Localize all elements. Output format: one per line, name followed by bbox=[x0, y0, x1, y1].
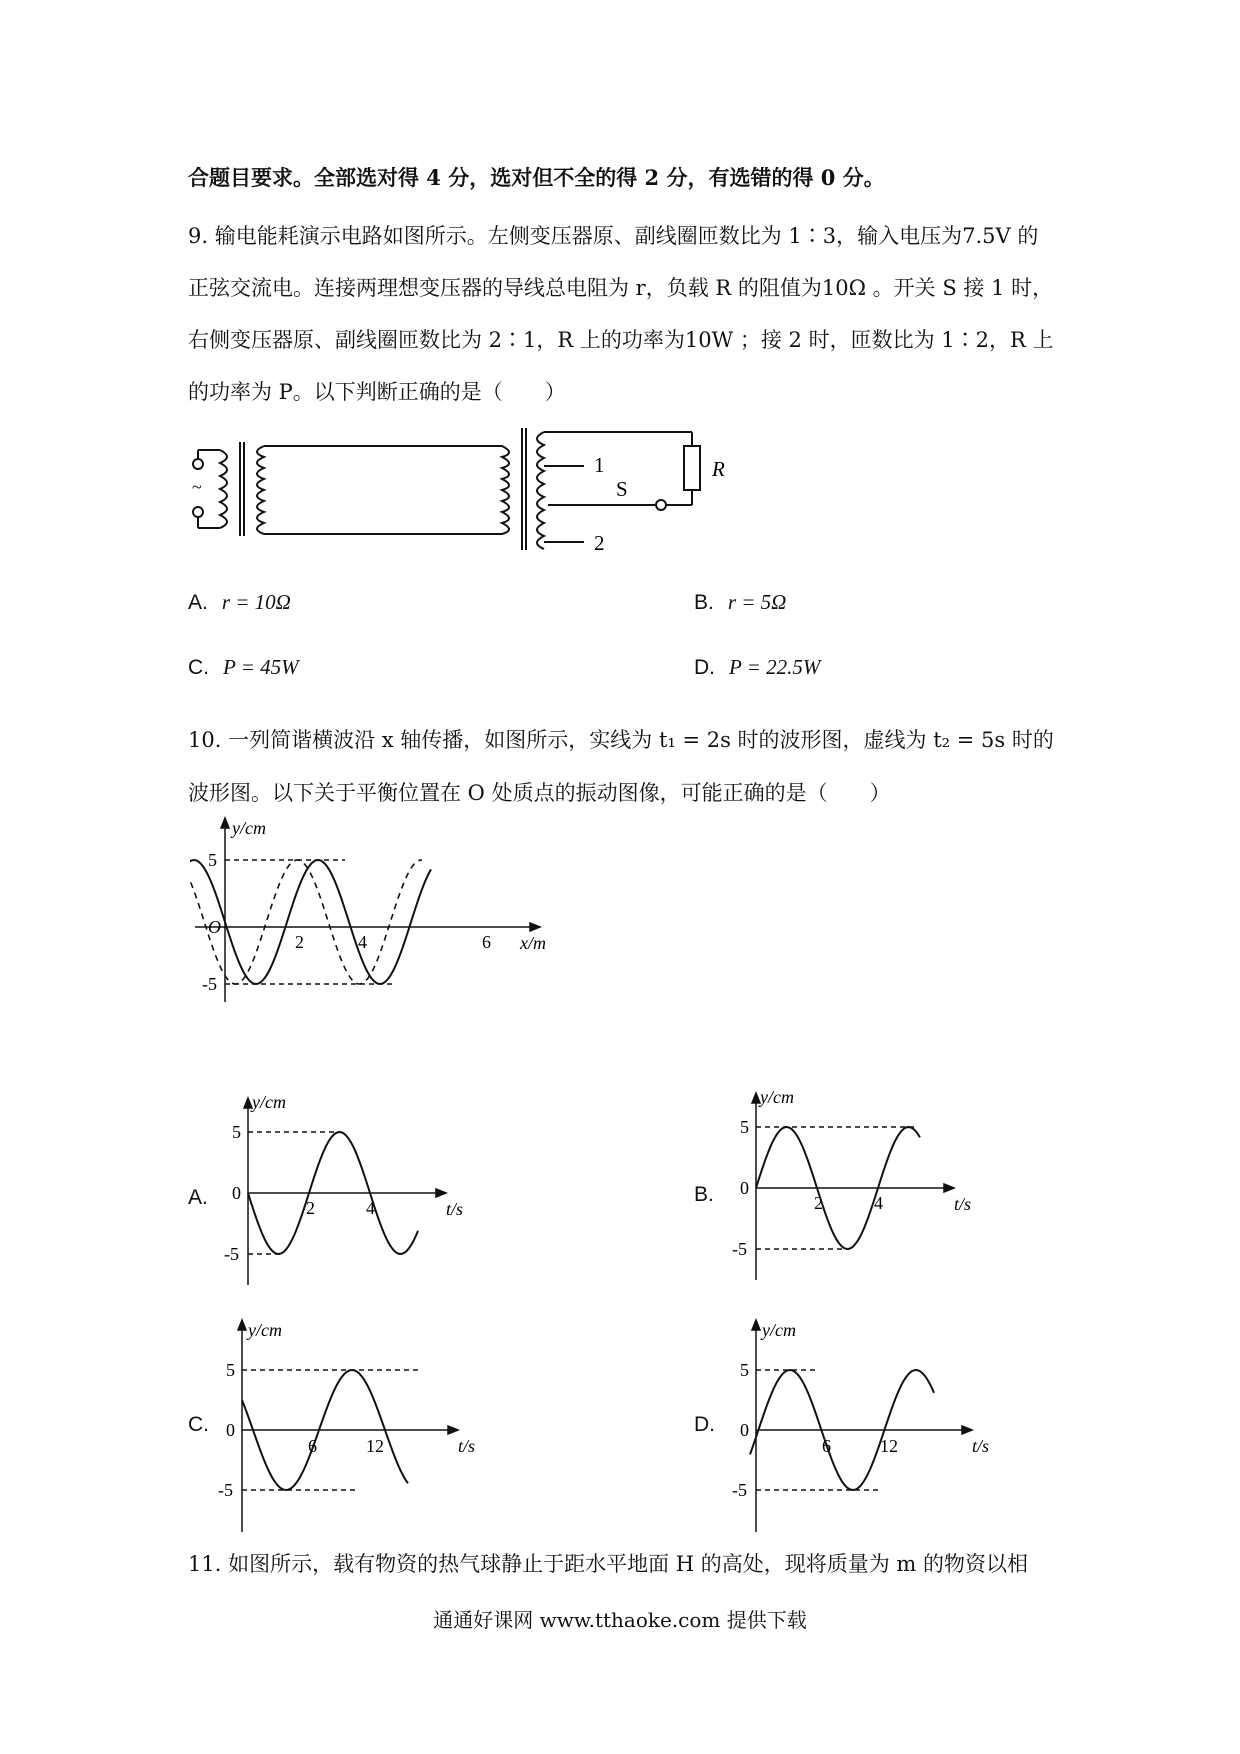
graph-a-xtick-2: 2 bbox=[306, 1198, 315, 1218]
graph-d-xtick-6: 6 bbox=[822, 1436, 831, 1456]
wave-xtick-4: 4 bbox=[358, 932, 367, 952]
q10-option-b-graph[interactable] bbox=[728, 1085, 988, 1285]
q9-option-c[interactable] bbox=[188, 655, 299, 680]
graph-b-xtick-2: 2 bbox=[814, 1193, 823, 1213]
option-a-text: r = 10Ω bbox=[221, 590, 291, 614]
q10-line-2: 波形图。以下关于平衡位置在 O 处质点的振动图像，可能正确的是（ ） bbox=[188, 781, 891, 805]
graph-a-xtick-4: 4 bbox=[366, 1198, 375, 1218]
graph-b-ytick-neg5: -5 bbox=[732, 1239, 747, 1259]
q10-option-b-label[interactable] bbox=[694, 1182, 728, 1207]
q10-option-a-label[interactable] bbox=[188, 1185, 222, 1210]
graph-c-ylabel: y/cm bbox=[248, 1320, 282, 1340]
q9-option-a[interactable] bbox=[188, 590, 291, 615]
graph-b-xtick-4: 4 bbox=[874, 1193, 883, 1213]
graph-d-xtick-12: 12 bbox=[880, 1436, 898, 1456]
graph-a-ytick-5: 5 bbox=[232, 1122, 241, 1142]
graph-b-ytick-5: 5 bbox=[740, 1117, 749, 1137]
option-b-text: r = 5Ω bbox=[727, 590, 787, 614]
graph-a-xlabel: t/s bbox=[446, 1199, 464, 1219]
graph-c-ytick-5: 5 bbox=[226, 1360, 235, 1380]
graph-c-xtick-12: 12 bbox=[366, 1436, 384, 1456]
graph-c-xtick-6: 6 bbox=[308, 1436, 317, 1456]
q9-line-2: 正弦交流电。连接两理想变压器的导线总电阻为 r，负载 R 的阻值为10Ω 。开关 S 接 1 时， bbox=[188, 276, 1054, 300]
solid-waveform bbox=[190, 860, 431, 984]
q10-option-a-graph[interactable] bbox=[220, 1090, 480, 1290]
graph-c-xlabel: t/s bbox=[458, 1436, 476, 1456]
wave-ytick-5: 5 bbox=[208, 850, 217, 870]
page-footer: 通通好课网 www.tthaoke.com 提供下载 bbox=[433, 1608, 807, 1632]
graph-d-ytick-5: 5 bbox=[740, 1360, 749, 1380]
graph-d-ytick-0: 0 bbox=[740, 1420, 749, 1440]
graph-d-ylabel: y/cm bbox=[762, 1320, 796, 1340]
q9-line-1: 9. 输电能耗演示电路如图所示。左侧变压器原、副线圈匝数比为 1∶3，输入电压为7.5V 的 bbox=[188, 224, 1039, 248]
graph-d-letter: D. bbox=[694, 1413, 715, 1436]
transformer-circuit-diagram bbox=[180, 420, 740, 560]
graph-d-xlabel: t/s bbox=[972, 1436, 990, 1456]
tap-2-label: 2 bbox=[594, 531, 605, 555]
q10-line-1: 10. 一列简谐横波沿 x 轴传播，如图所示，实线为 t₁ = 2s 时的波形图，虚线为 t₂ = 5s 时的 bbox=[188, 728, 1054, 752]
q9-line-3: 右侧变压器原、副线圈匝数比为 2∶1，R 上的功率为10W ；接 2 时，匝数比为 1∶2，R 上 bbox=[188, 328, 1054, 352]
source-symbol: ~ bbox=[192, 477, 202, 497]
wave-ylabel: y/cm bbox=[232, 818, 266, 838]
q9-option-b[interactable] bbox=[694, 590, 786, 615]
graph-d-ytick-neg5: -5 bbox=[732, 1480, 747, 1500]
option-c-text: P = 45W bbox=[223, 655, 299, 679]
option-d-text: P = 22.5W bbox=[729, 655, 821, 679]
option-b-label: B. bbox=[694, 591, 714, 614]
switch-label: S bbox=[616, 477, 628, 501]
q10-option-c-graph[interactable] bbox=[214, 1312, 484, 1537]
wave-origin: O bbox=[208, 917, 221, 937]
wave-ytick-neg5: -5 bbox=[202, 974, 217, 994]
graph-b-ylabel: y/cm bbox=[760, 1087, 794, 1107]
wave-graph bbox=[190, 812, 570, 1012]
graph-c-ytick-0: 0 bbox=[226, 1420, 235, 1440]
option-c-label: C. bbox=[188, 656, 209, 679]
q9-line-4: 的功率为 P。以下判断正确的是（ ） bbox=[188, 380, 566, 404]
graph-a-ytick-0: 0 bbox=[232, 1183, 241, 1203]
graph-b-ytick-0: 0 bbox=[740, 1178, 749, 1198]
resistor-label: R bbox=[712, 457, 725, 481]
graph-a-ylabel: y/cm bbox=[252, 1092, 286, 1112]
q9-option-d[interactable] bbox=[694, 655, 820, 680]
graph-b-xlabel: t/s bbox=[954, 1194, 972, 1214]
graph-c-letter: C. bbox=[188, 1413, 209, 1436]
wave-xtick-6: 6 bbox=[482, 932, 491, 952]
q11-line-1: 11. 如图所示，载有物资的热气球静止于距水平地面 H 的高处，现将质量为 m 的物资以相 bbox=[188, 1552, 1028, 1576]
wave-xtick-2: 2 bbox=[295, 932, 304, 952]
section-instruction: 合题目要求。全部选对得 4 分，选对但不全的得 2 分，有选错的得 0 分。 bbox=[188, 165, 885, 190]
graph-c-ytick-neg5: -5 bbox=[218, 1480, 233, 1500]
option-d-label: D. bbox=[694, 656, 715, 679]
tap-1-label: 1 bbox=[594, 453, 605, 477]
graph-a-letter: A. bbox=[188, 1186, 208, 1209]
option-a-label: A. bbox=[188, 591, 208, 614]
graph-a-ytick-neg5: -5 bbox=[224, 1244, 239, 1264]
graph-b-letter: B. bbox=[694, 1183, 714, 1206]
wave-xlabel: x/m bbox=[520, 933, 546, 953]
q10-option-d-label[interactable] bbox=[694, 1412, 729, 1437]
q10-option-d-graph[interactable] bbox=[728, 1312, 998, 1537]
